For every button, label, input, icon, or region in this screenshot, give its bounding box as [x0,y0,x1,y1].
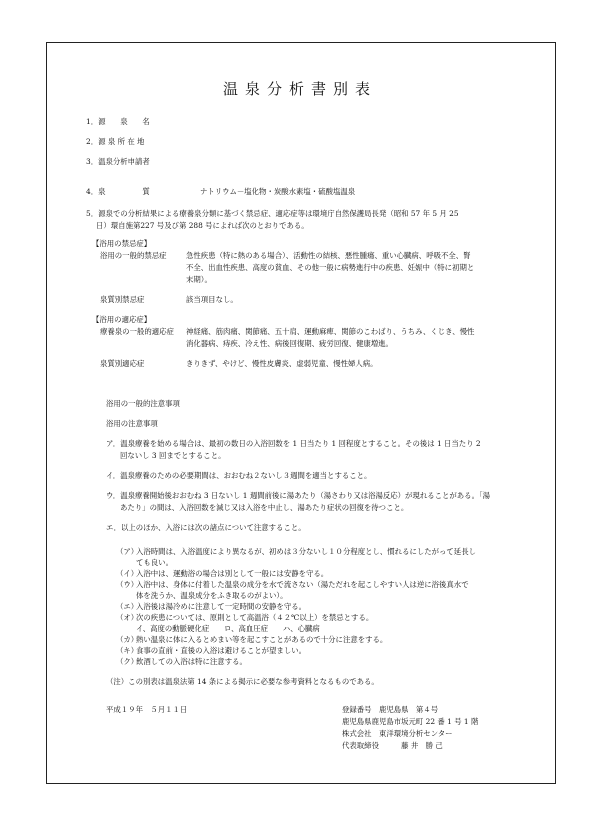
general-contraindications-line: 急性疾患（特に熱のある場合）、活動性の結核、悪性腫瘍、重い心臓病、呼吸不全、腎 [186,251,471,260]
sub-item-mark: （イ） [116,569,139,578]
sub-item-mark: （ウ） [116,580,139,589]
sub-item-line: 熱い温泉に体に入るとめまい等を起こすことがあるので十分に注意をする。 [136,635,388,644]
general-contraindications-line: 不全、出血性疾患、高度の貧血、その他一般に病勢進行中の疾患、妊娠中（特に初期と [186,263,475,272]
sub-item-mark: （オ） [116,613,139,622]
specific-contraindications-text: 該当項目なし。 [186,295,238,304]
company-name: 株式会社 東洋環境分析センター [342,729,453,738]
precautions-heading: 浴用の一般的注意事項 [106,399,180,408]
precaution-a-line: 回ないし 3 回までとすること。 [120,451,226,460]
precaution-u-line: ウ．温泉療養開始後おおむね 3 日ないし 1 週間前後に湯あたり（湯さわり又は浴湯反応）が現れることがある。「湯 [106,491,491,500]
item-source-name-label: 1．源 泉 名 [86,117,150,126]
general-indications-line: 神経痛、筋肉痛、関節痛、五十肩、運動麻痺、関節のこわばり、うちみ、くじき、慢性 [186,327,475,336]
issue-date: 平成１９年 ５月１１日 [106,705,188,714]
document-title: 温泉分析書別表 [222,80,377,98]
precaution-i-line: イ．温泉療養のための必要期間は、おおむね２ないし３週間を適当とすること。 [106,471,372,480]
precaution-u-line: あたり」の間は、入浴回数を減じ又は入浴を中止し、湯あたり症状の回復を待つこと。 [120,503,409,512]
item5-line1: 5．源泉での分析結果による療養泉分類に基づく禁忌症、適応症等は環境庁自然保護局長発（昭和 57 年 5 月 25 [86,209,459,218]
specific-indications-label: 泉質別適応症 [100,359,145,368]
sub-item-line: 飲酒しての入浴は特に注意する。 [136,657,247,666]
sub-item-line: 入浴中は、身体に付着した温泉の成分を水で流さない（湯ただれを起こしやすい人は逆に浴後真水で [136,580,469,589]
precaution-a-line: ア．温泉療養を始める場合は、最初の数日の入浴回数を 1 日当たり 1 回程度とすること。その後は 1 日当たり 2 [106,439,481,448]
sub-item-line: イ、高度の動脈硬化症 ロ、高血圧症 ハ、心臓病 [136,624,320,633]
item-applicant-label: 3．温泉分析申請者 [86,157,150,166]
specific-indications-text: きりきず、やけど、慢性皮膚炎、虚弱児童、慢性婦人病。 [186,359,378,368]
sub-item-line: 入浴中は、運動浴の場合は別として一般には安静を守る。 [136,569,329,578]
sub-item-line: 体を洗うか、温泉成分をふき取るのがよい）。 [136,591,288,600]
item-spring-quality-value: ナトリウム－塩化物・炭酸水素塩・硫酸塩温泉 [200,187,356,196]
general-contraindications-line: 末期）。 [186,275,212,284]
general-indications-label: 療養泉の一般的適応症 [100,327,174,336]
sub-item-mark: （カ） [116,635,139,644]
specific-contraindications-label: 泉質別禁忌症 [100,295,145,304]
item5-line2: 日）環自施第227 号及び第 288 号によれば次のとおりである。 [96,221,309,230]
sub-item-mark: （ア） [116,547,139,556]
document-border [46,42,556,784]
sub-item-mark: （ク） [116,657,139,666]
company-address: 鹿児島県鹿児島市坂元町 22 番 1 号 1 階 [342,717,479,726]
representative: 代表取締役 藤 井 勝 己 [342,741,443,750]
precautions-subheading: 浴用の注意事項 [106,419,158,428]
sub-item-line: 入浴後は湯冷めに注意して一定時間の安静を守る。 [136,602,306,611]
item-spring-quality-label: 4．泉 質 [86,187,150,196]
registration-number: 登録番号 鹿児島県 第４号 [342,705,439,714]
general-indications-line: 消化器病、痔疾、冷え性、病後回復期、疲労回復、健康増進。 [186,339,393,348]
sub-item-mark: （エ） [116,602,139,611]
contraindications-header: 【浴用の禁忌症】 [92,239,152,248]
sub-item-mark: （キ） [116,646,139,655]
sub-item-line: 食事の直前・直後の入浴は避けることが望ましい。 [136,646,306,655]
sub-item-line: 入浴時間は、入浴温度により異なるが、初めは３分ないし１０分程度とし、慣れるにしたがって延長し [136,547,476,556]
sub-item-line: 次の疾患については、原則として高温浴（４２℃以上）を禁忌とする。 [136,613,374,622]
sub-item-line: ても良い。 [136,558,173,567]
indications-header: 【浴用の適応症】 [92,315,152,324]
document-note: （注）この別表は温泉法第 14 条による掲示に必要な参考資料となるものである。 [106,677,379,686]
precaution-e-line: エ．以上のほか、入浴には次の諸点について注意すること。 [106,523,306,532]
general-contraindications-label: 浴用の一般的禁忌症 [100,251,167,260]
item-source-location-label: 2．源 泉 所 在 地 [86,137,145,146]
